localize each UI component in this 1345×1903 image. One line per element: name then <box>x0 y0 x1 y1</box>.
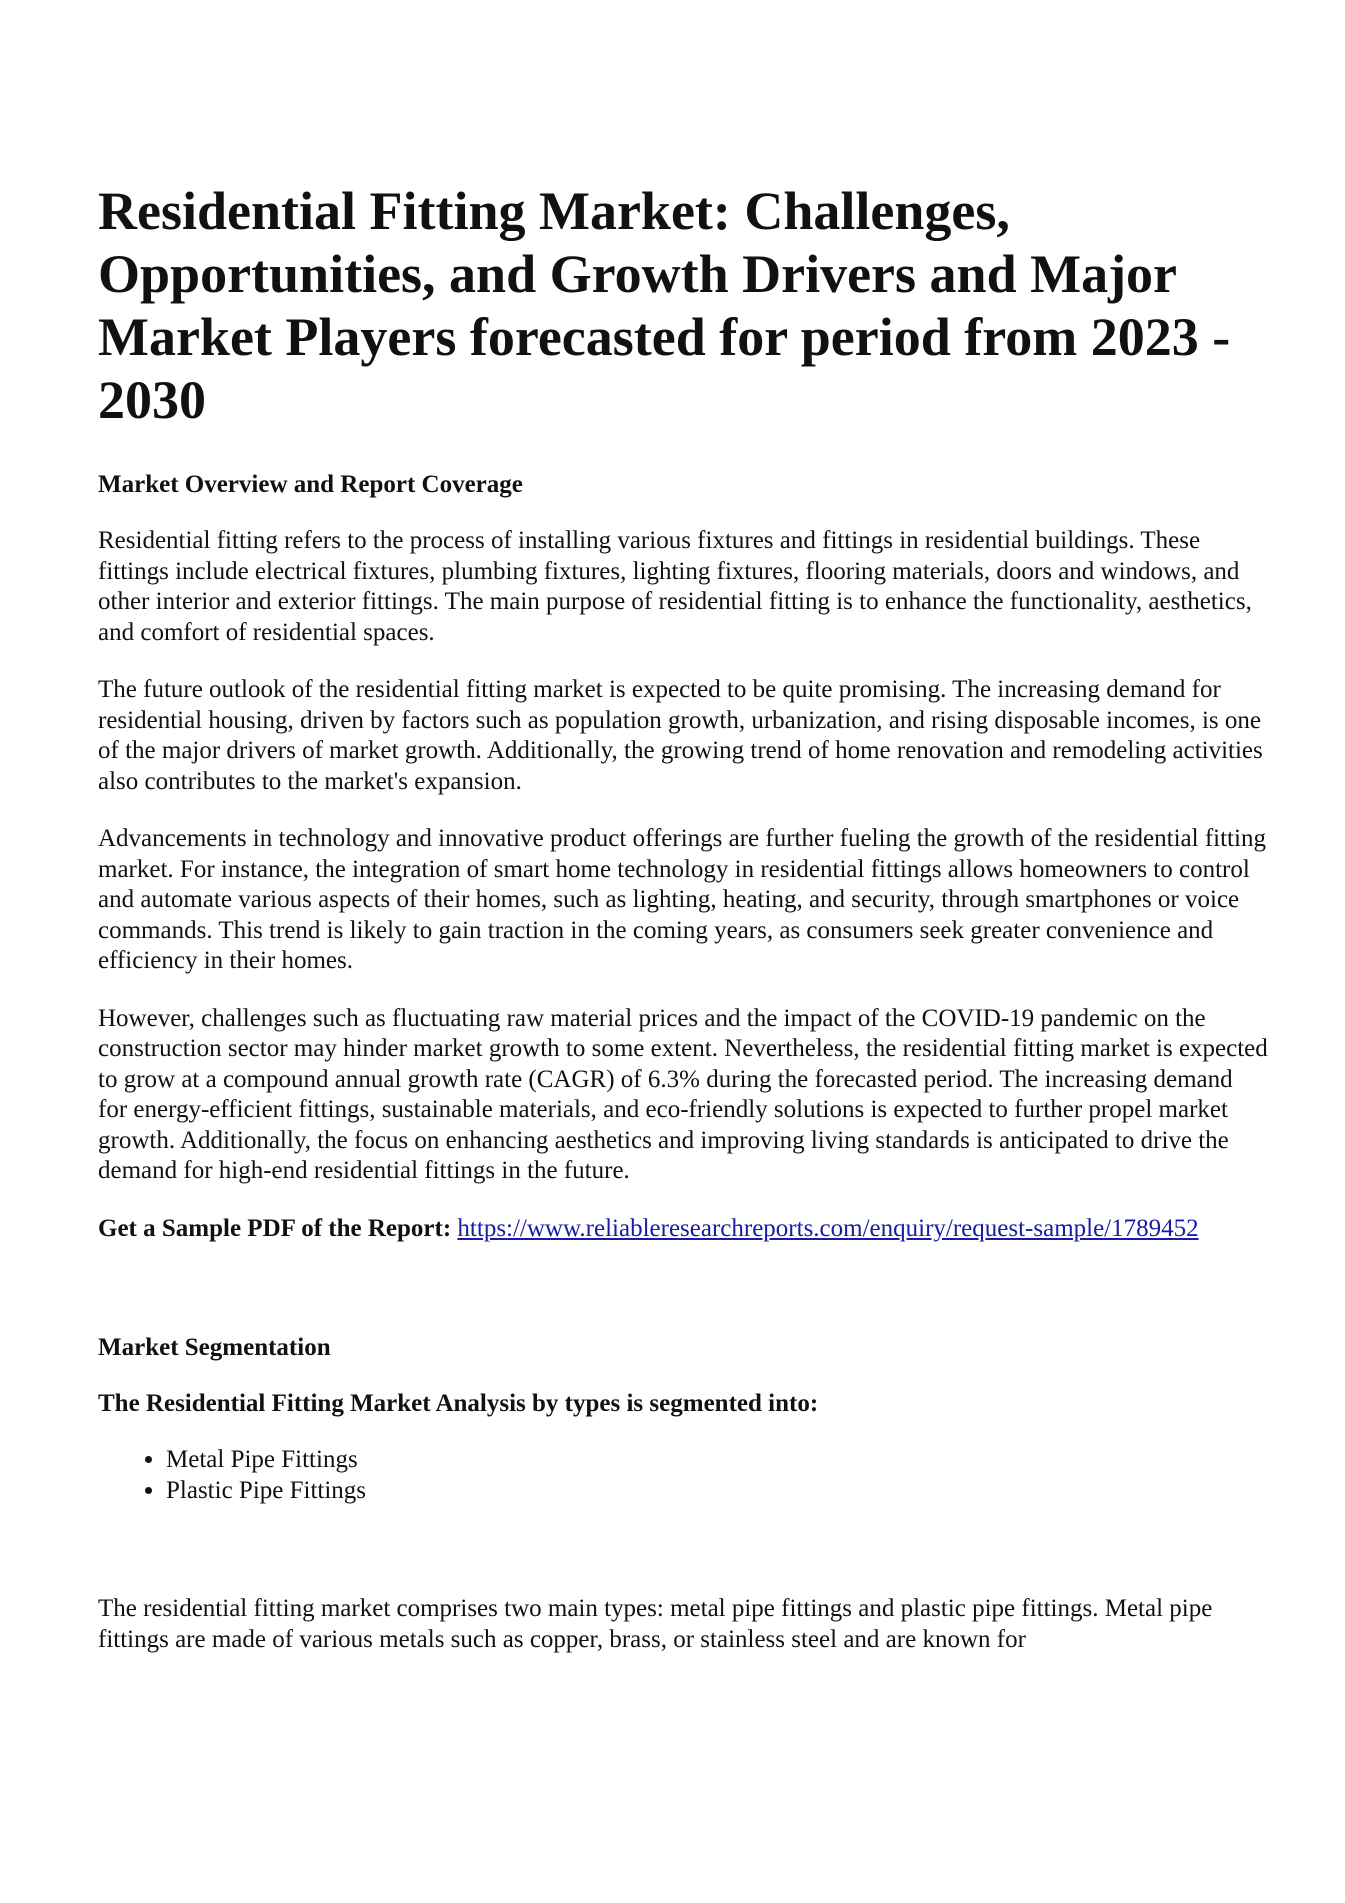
sample-pdf-label: Get a Sample PDF of the Report: <box>98 1214 452 1242</box>
list-item-plastic-pipe-fittings: • Plastic Pipe Fittings <box>166 1476 1268 1507</box>
document-title: Residential Fitting Market: Challenges, Opportunities, and Growth Drivers and Major Market Players forecasted for period from 2023 - 2030 <box>98 181 1231 430</box>
segmentation-heading: Market Segmentation <box>98 1334 331 1361</box>
overview-paragraph-3: Advancements in technology and innovative product offerings are further fueling the growth of the residential fitting market. For instance, the integration of smart home technology in residential fittings allows homeowners to control and automate various aspects of their homes, such as lighting, heating, and security, through smartphones or voice commands. This trend is likely to gain traction in the coming years, as consumers seek greater convenience and efficiency in their homes. <box>98 825 1266 974</box>
types-heading: The Residential Fitting Market Analysis by types is segmented into: <box>98 1390 819 1417</box>
list-item-metal-pipe-fittings: • Metal Pipe Fittings <box>166 1445 1268 1476</box>
sample-pdf-line <box>98 1214 1268 1245</box>
overview-paragraph-2: The future outlook of the residential fitting market is expected to be quite promising. The increasing demand for residential housing, driven by factors such as population growth, urbanization, and rising disposable incomes, is one of the major drivers of market growth. Additionally, the growing trend of home renovation and remodeling activities also contributes to the market's expansion. <box>98 676 1263 795</box>
section-spacer <box>98 1271 1268 1333</box>
overview-paragraph-4: However, challenges such as fluctuating raw material prices and the impact of the COVID-19 pandemic on the construction sector may hinder market growth to some extent. Nevertheless, the residential fitting market is expected to grow at a compound annual growth rate (CAGR) of 6.3% during the forecasted period. The increasing demand for energy-efficient fittings, sustainable materials, and eco-friendly solutions is expected to further propel market growth. Additionally, the focus on enhancing aesthetics and improving living standards is anticipated to drive the demand for high-end residential fittings in the future. <box>98 1004 1268 1184</box>
overview-heading: Market Overview and Report Coverage <box>98 471 523 498</box>
types-list <box>98 1445 1268 1506</box>
sample-pdf-link[interactable]: https://www.reliableresearchreports.com/enquiry/request-sample/1789452 <box>457 1214 1199 1242</box>
list-spacer <box>98 1506 1268 1594</box>
document-page <box>98 180 1268 1682</box>
overview-paragraph-1: Residential fitting refers to the process of installing various fixtures and fittings in residential buildings. These fittings include electrical fixtures, plumbing fixtures, lighting fixtures, flooring materials, doors and windows, and other interior and exterior fittings. The main purpose of residential fitting is to enhance the functionality, aesthetics, and comfort of residential spaces. <box>98 527 1252 646</box>
types-description-paragraph: The residential fitting market comprises two main types: metal pipe fittings and plastic pipe fittings. Metal pipe fittings are made of various metals such as copper, brass, or stainless steel and are known for <box>98 1595 1213 1653</box>
